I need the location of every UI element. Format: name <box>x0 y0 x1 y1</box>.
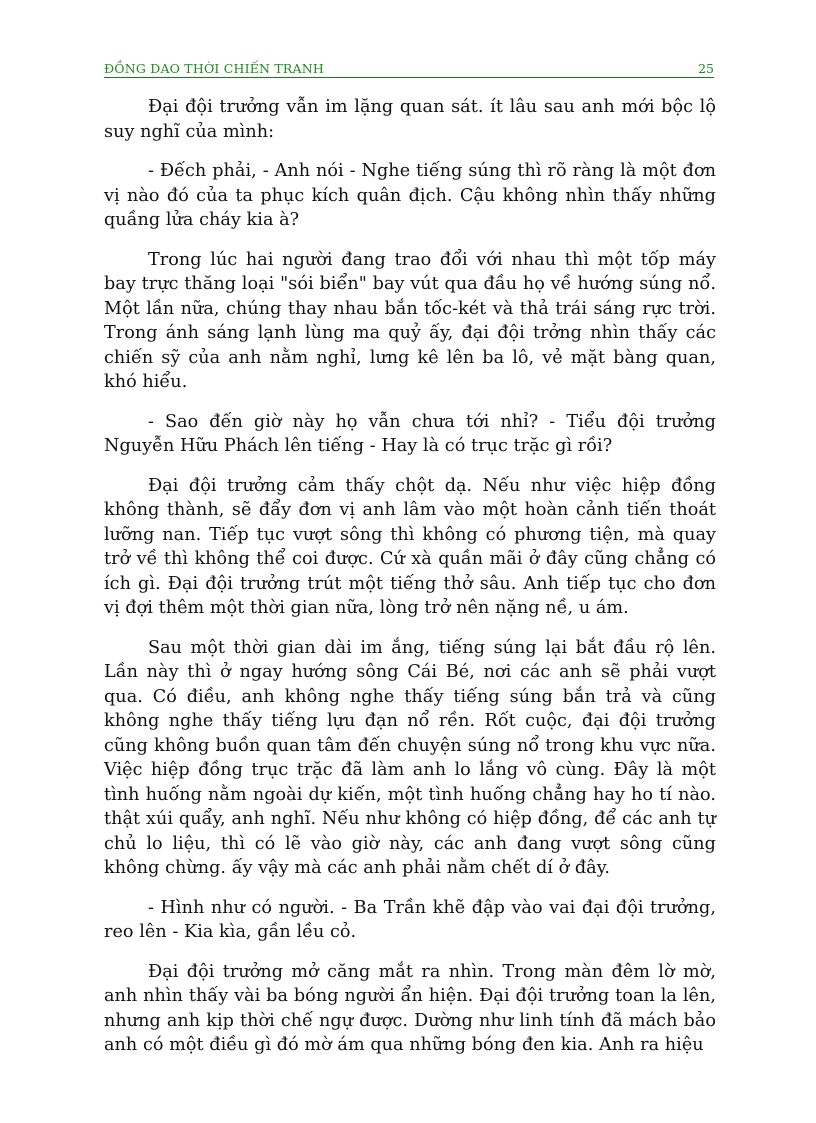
page-number: 25 <box>698 61 714 76</box>
paragraph: - Hình như có người. - Ba Trần khẽ đập vào vai đại đội trưởng, reo lên - Kia kìa, gần lều cỏ. <box>104 897 716 942</box>
paragraph: Trong lúc hai người đang trao đổi với nhau thì một tốp máy bay trực thăng loại "sói biển" bay vút qua đầu họ về hướng súng nổ. Một lần nữa, chúng thay nhau bắn tốc-két và thả trái sáng rực trời. Trong ánh sáng lạnh lùng ma quỷ ấy, đại đội trởng nhìn thấy các chiến sỹ của anh nằm nghỉ, lưng kê lên ba lô, vẻ mặt bàng quan, khó hiểu. <box>104 249 716 392</box>
paragraph: Đại đội trưởng mở căng mắt ra nhìn. Trong màn đêm lờ mờ, anh nhìn thấy vài ba bóng người ẩn hiện. Đại đội trưởng toan la lên, nhưng anh kịp thời chế ngự được. Dường như linh tính đã mách bảo anh có một điều gì đó mờ ám qua những bóng đen kia. Anh ra hiệu <box>104 961 716 1055</box>
page-body <box>104 95 716 1073</box>
book-title: ĐỒNG DAO THỜI CHIẾN TRANH <box>104 61 324 76</box>
paragraph: - Sao đến giờ này họ vẫn chưa tới nhỉ? - Tiểu đội trưởng Nguyễn Hữu Phách lên tiếng - Hay là có trục trặc gì rồi? <box>104 411 716 456</box>
paragraph: Đại đội trưởng cảm thấy chột dạ. Nếu như việc hiệp đồng không thành, sẽ đẩy đơn vị anh lâm vào một hoàn cảnh tiến thoát lưỡng nan. Tiếp tục vượt sông thì không có phương tiện, mà quay trở về thì không thể coi được. Cứ xà quần mãi ở đây cũng chẳng có ích gì. Đại đội trưởng trút một tiếng thở sâu. Anh tiếp tục cho đơn vị đợi thêm một thời gian nữa, lòng trở nên nặng nề, u ám. <box>104 475 716 618</box>
paragraph: - Đếch phải, - Anh nói - Nghe tiếng súng thì rõ ràng là một đơn vị nào đó của ta phục kích quân địch. Cậu không nhìn thấy những quầng lửa cháy kia à? <box>104 161 716 230</box>
running-header <box>104 62 714 78</box>
paragraph: Sau một thời gian dài im ắng, tiếng súng lại bắt đầu rộ lên. Lần này thì ở ngay hướng sông Cái Bé, nơi các anh sẽ phải vượt qua. Có điều, anh không nghe thấy tiếng súng bắn trả và cũng không nghe thấy tiếng lựu đạn nổ rền. Rốt cuộc, đại đội trưởng cũng không buồn quan tâm đến chuyện súng nổ trong khu vực nữa. Việc hiệp đồng trục trặc đã làm anh lo lắng vô cùng. Đây là một tình huống nằm ngoài dự kiến, một tình huống chẳng hay ho tí nào. thật xúi quẩy, anh nghĩ. Nếu như không có hiệp đồng, để các anh tự chủ lo liệu, thì có lẽ vào giờ này, các anh đang vượt sông cũng không chừng. ấy vậy mà các anh phải nằm chết dí ở đây. <box>104 637 716 878</box>
paragraph: Đại đội trưởng vẫn im lặng quan sát. ít lâu sau anh mới bộc lộ suy nghĩ của mình: <box>104 97 716 142</box>
